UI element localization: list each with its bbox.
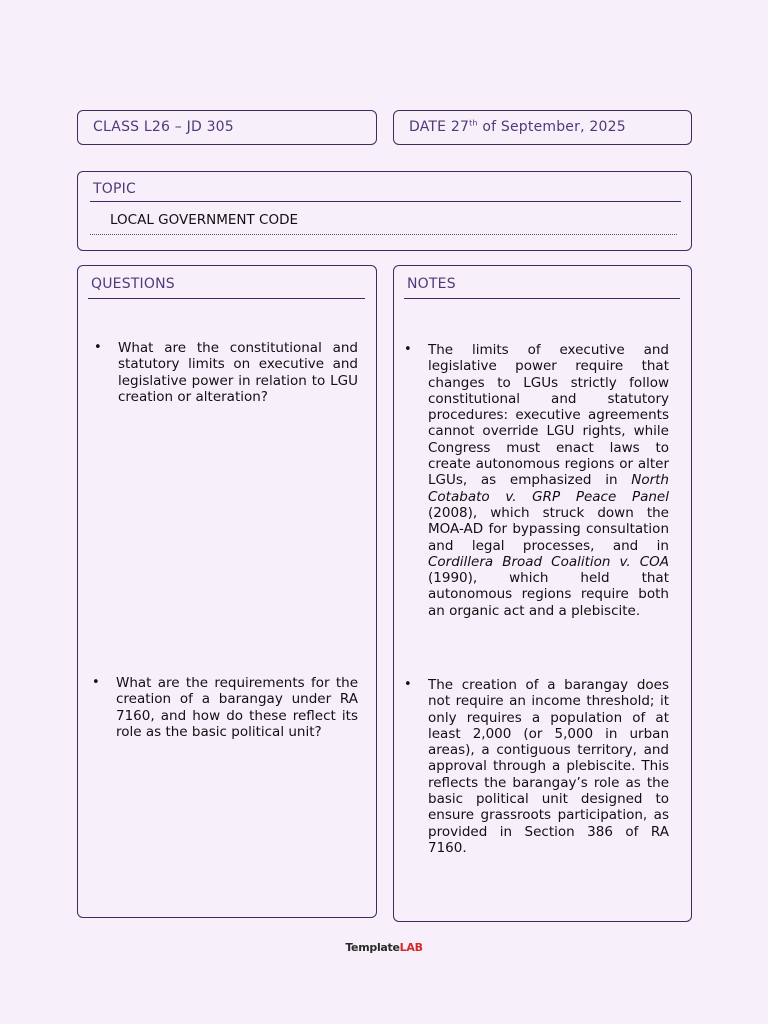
question-text: What are the constitutional and statutory limits on executive and legislative power in relation to LGU creation or alteration? — [118, 340, 358, 405]
topic-label: TOPIC — [93, 181, 136, 197]
topic-section — [77, 171, 692, 251]
logo-part-lab: LAB — [399, 941, 423, 954]
note-text: The creation of a barangay does not require an income threshold; it only requires a population of at least 2,000 (or 5,000 in urban areas), a contiguous territory, and approval through a plebiscite. This reflects the barangay’s role as the basic political unit designed to ensure grassroots participation, as provided in Section 386 of RA 7160. — [428, 677, 669, 856]
question-text: What are the requirements for the creation of a barangay under RA 7160, and how do these reflect its role as the basic political unit? — [116, 675, 358, 740]
topic-divider — [90, 201, 681, 202]
logo-part-template: Template — [345, 941, 400, 954]
question-item — [92, 675, 358, 740]
questions-divider — [88, 298, 365, 299]
note-item — [404, 677, 669, 856]
bullet-icon: • — [404, 342, 412, 357]
note-text-part: (1990), which held that autonomous regions require both an organic act and a plebiscite. — [428, 570, 669, 619]
question-item — [94, 340, 358, 405]
class-field — [77, 110, 377, 145]
templatelab-logo — [0, 941, 768, 954]
date-superscript: th — [469, 118, 478, 128]
note-text-part: The limits of executive and legislative power require that changes to LGUs strictly follow constitutional and statutory procedures: executive agreements cannot override LGU rights, while Congress must enact laws to create autonomous regions or alter LGUs, as emphasized in — [428, 342, 669, 489]
case-citation: North Cotabato v. GRP Peace Panel — [428, 472, 669, 505]
topic-value: LOCAL GOVERNMENT CODE — [110, 212, 299, 228]
notes-section — [393, 265, 692, 922]
note-text — [428, 342, 669, 619]
bullet-icon: • — [94, 340, 102, 355]
date-suffix: of September, 2025 — [477, 119, 626, 135]
notes-divider — [404, 298, 680, 299]
questions-section — [77, 265, 377, 918]
notes-label: NOTES — [407, 276, 456, 292]
case-citation: Cordillera Broad Coalition v. COA — [428, 553, 669, 570]
topic-dotted-line — [90, 234, 677, 235]
bullet-icon: • — [92, 675, 100, 690]
questions-label: QUESTIONS — [91, 276, 175, 292]
class-label: CLASS L26 – JD 305 — [93, 119, 234, 135]
date-field — [393, 110, 692, 145]
note-item — [404, 342, 669, 619]
note-text-part: (2008), which struck down the MOA-AD for bypassing consultation and legal processes, and in — [428, 504, 669, 554]
date-label — [409, 119, 626, 135]
bullet-icon: • — [404, 677, 412, 692]
date-prefix: DATE 27 — [409, 119, 470, 135]
